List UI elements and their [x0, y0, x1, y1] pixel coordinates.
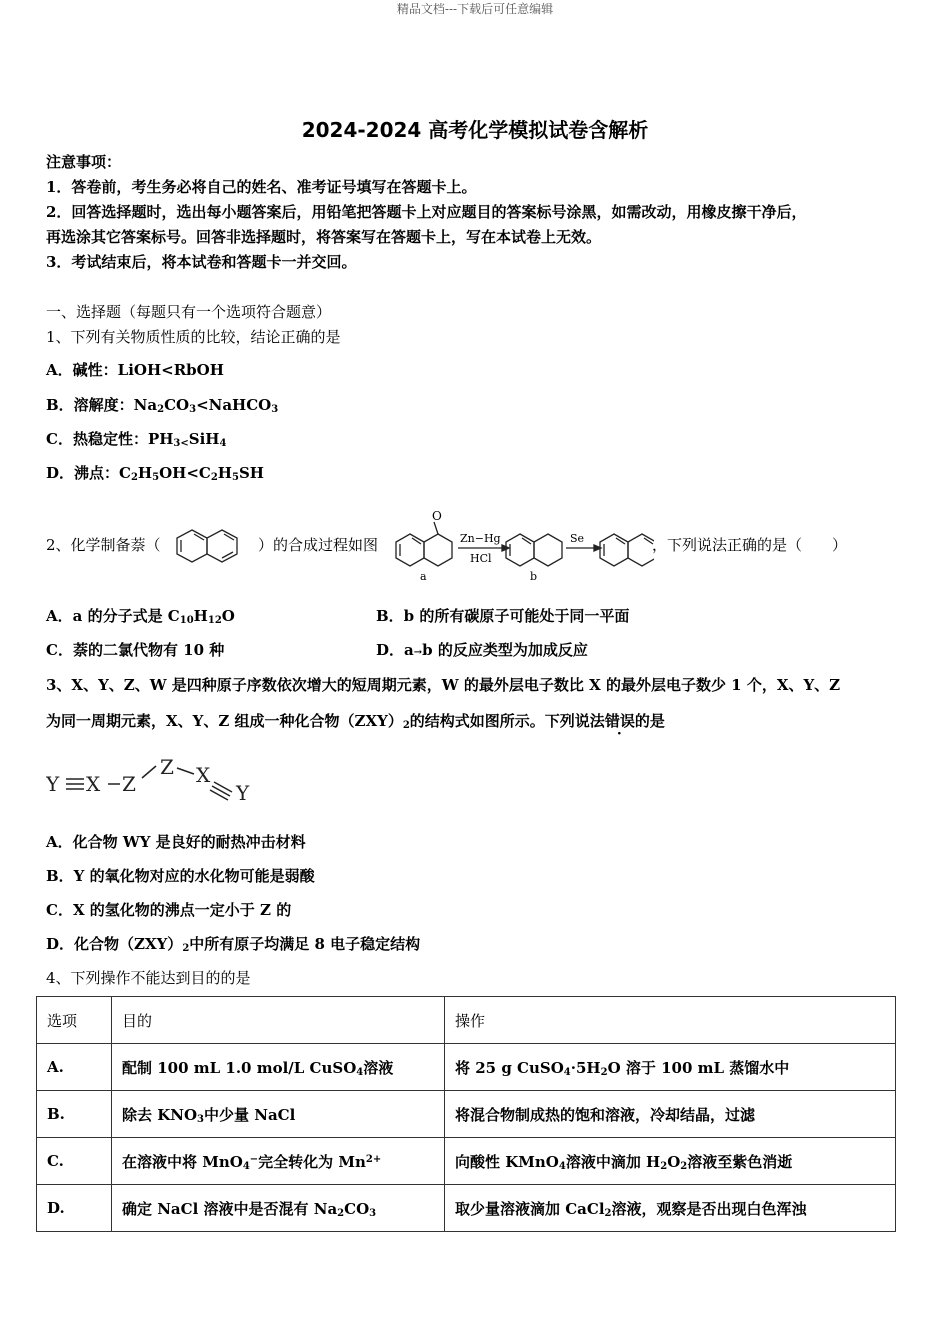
carbonyl-label: O [432, 509, 442, 523]
compound-label-a: a [420, 570, 427, 583]
q1-stem: 1、下列有关物质性质的比较，结论正确的是 [46, 328, 341, 346]
table-row: C. 在溶液中将 MnO$_4$−完全转化为 $Mn^{2+}$ 向酸性 KMnO$_4$溶液中滴加 $H_2O_2$溶液至紫色消逝 [37, 1138, 896, 1185]
notice-item: 3．考试结束后，将本试卷和答题卡一并交回。 [46, 253, 357, 271]
notice-item: 2．回答选择题时，选出每小题答案后，用铅笔把答题卡上对应题目的答案标号涂黑，如需改动，用橡皮擦干净后， [46, 203, 807, 221]
synthesis-scheme [392, 504, 654, 584]
table-row: D. 确定 NaCl 溶液中是否混有 $Na_2CO_3$ 取少量溶液滴加 CaCl$_2$溶液，观察是否出现白色浑浊 [37, 1185, 896, 1232]
atom-z: Z [122, 772, 136, 796]
q3-option-a: A．化合物 WY 是良好的耐热冲击材料 [46, 833, 306, 851]
reagent-se: Se [570, 532, 585, 545]
q3-option-d: D．化合物$(ZXY)_2$中所有原子均满足 8 电子稳定结构 [46, 935, 421, 954]
q3-option-c: C．X 的氢化物的沸点一定小于 Z 的 [46, 901, 292, 919]
table-header-row [37, 997, 896, 1044]
compound-label-b: b [530, 570, 538, 583]
q2-option-b: B．b 的所有碳原子可能处于同一平面 [376, 607, 630, 625]
q2-stem-part2: ）的合成过程如图 [258, 536, 379, 554]
q3-stem-line2: 为同一周期元素，X、Y、Z 组成一种化合物$(ZXY)_2$的结构式如图所示。下列说法错误的是 [46, 712, 665, 731]
notice-item: 1．答卷前，考生务必将自己的姓名、准考证号填写在答题卡上。 [46, 178, 477, 196]
q2-stem-part3: ，下列说法正确的是（ ） [652, 536, 848, 554]
emphasis-word: 错误 [604, 712, 635, 730]
section-heading: 一、选择题（每题只有一个选项符合题意） [46, 303, 332, 321]
reagent-zn-hg: Zn−Hg [460, 532, 501, 545]
header-option: 选项 [37, 997, 112, 1044]
atom-z: Z [160, 755, 174, 779]
q1-option-a: A．碱性：LiOH<RbOH [46, 361, 224, 379]
reagent-hcl: HCl [470, 552, 492, 565]
header-aim: 目的 [112, 997, 445, 1044]
q4-table [36, 996, 896, 1232]
table-row: B. 除去 $KNO_3$中少量 NaCl 将混合物制成热的饱和溶液，冷却结晶，过滤 [37, 1091, 896, 1138]
q2-stem-part1: 2、化学制备萘（ [46, 536, 161, 554]
header-operation: 操作 [445, 997, 896, 1044]
page-watermark: 精品文档---下载后可任意编辑 [396, 2, 554, 16]
notice-item: 再选涂其它答案标号。回答非选择题时，将答案写在答题卡上，写在本试卷上无效。 [46, 228, 602, 246]
q1-option-c: C．热稳定性：$PH_{3<}SiH_4$ [46, 430, 227, 449]
q1-option-d: D．沸点：$C_2H_5OH<C_2H_5SH$ [46, 464, 264, 483]
q3-option-b: B．Y 的氧化物对应的水化物可能是弱酸 [46, 867, 315, 885]
zxy2-structure [46, 754, 266, 806]
q3-stem-line1: 3、X、Y、Z、W 是四种原子序数依次增大的短周期元素，W 的最外层电子数比 X 的最外层电子数少 1 个，X、Y、Z [46, 676, 841, 694]
page-title: 2024-2024 高考化学模拟试卷含解析 [301, 118, 649, 142]
q4-stem: 4、下列操作不能达到目的的是 [46, 969, 251, 987]
q2-option-a: A．a 的分子式是 $C_{10}H_{12}O$ [46, 607, 235, 626]
naphthalene-structure [170, 520, 250, 572]
q2-option-d: D．a→b 的反应类型为加成反应 [376, 641, 588, 659]
atom-y: Y [236, 781, 250, 805]
notice-heading: 注意事项： [46, 153, 122, 171]
atom-x: X [196, 763, 211, 787]
q2-option-c: C．萘的二氯代物有 10 种 [46, 641, 225, 659]
table-row: A. 配制 100 mL 1.0 mol/L CuSO$_4$溶液 将 25 g $CuSO_4\cdot 5H_2O$ 溶于 100 mL 蒸馏水中 [37, 1044, 896, 1091]
atom-y: Y [46, 772, 60, 796]
q1-option-b: B．溶解度：$Na_2CO_3<NaHCO_3$ [46, 396, 279, 415]
atom-x: X [86, 772, 101, 796]
